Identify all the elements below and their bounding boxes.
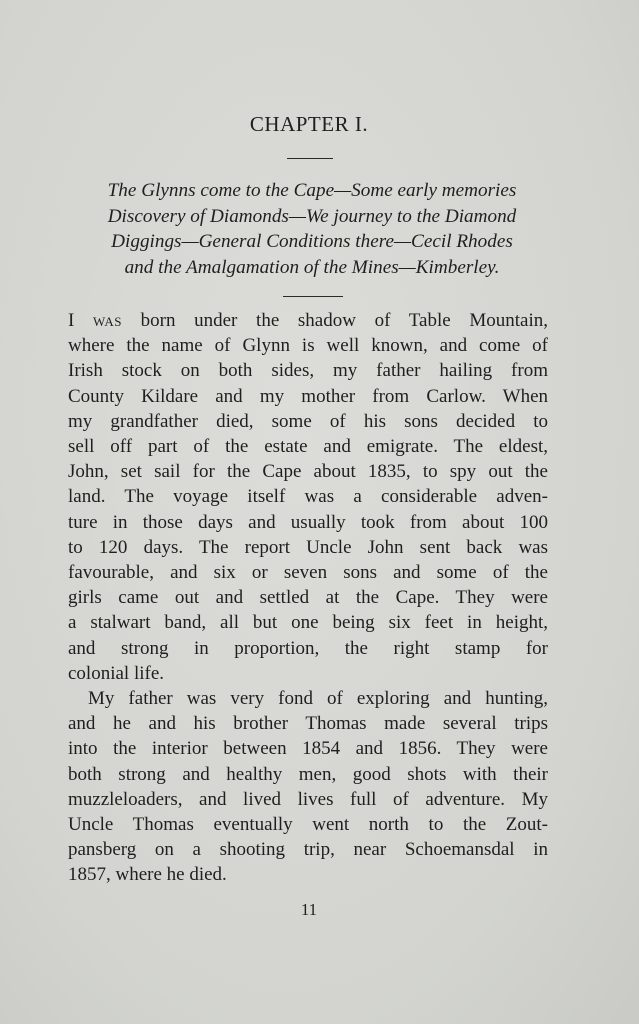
text-line-first: [68, 308, 548, 333]
first-line-rest: born under the shadow of Table Mountain,: [121, 310, 549, 331]
text-line: Irish stock on both sides, my father hailing from: [68, 360, 548, 382]
drop-word-prefix: I: [68, 310, 93, 331]
body-text: [68, 308, 548, 888]
divider-rule-bottom: [283, 296, 343, 297]
text-line: sell off part of the estate and emigrate. The eldest,: [68, 436, 548, 458]
divider-rule-top: [287, 158, 333, 159]
text-line: my grandfather died, some of his sons decided to: [68, 410, 548, 432]
text-line: 1857, where he died.: [68, 864, 227, 886]
smallcaps-word: was: [93, 310, 122, 331]
text-line: where the name of Glynn is well known, and come of: [68, 335, 548, 357]
text-line: land. The voyage itself was a considerable adven-: [68, 486, 548, 508]
text-line: and he and his brother Thomas made several trips: [68, 713, 548, 735]
text-line: girls came out and settled at the Cape. They were: [68, 587, 548, 609]
summary-line: Diggings—General Conditions there—Cecil Rhodes: [111, 231, 513, 252]
text-line: and strong in proportion, the right stamp for: [68, 637, 548, 659]
text-line: ture in those days and usually took from about 100: [68, 511, 548, 533]
chapter-title: CHAPTER I.: [249, 112, 369, 136]
text-line: muzzleloaders, and lived lives full of adventure. My: [68, 788, 548, 810]
summary-line: The Glynns come to the Cape—Some early memories: [107, 180, 517, 201]
text-line: both strong and healthy men, good shots with their: [68, 763, 548, 785]
summary-line: Discovery of Diamonds—We journey to the Diamond: [107, 205, 517, 227]
text-line: favourable, and six or seven sons and some of the: [68, 562, 548, 584]
chapter-summary: [68, 178, 556, 280]
summary-line: and the Amalgamation of the Mines—Kimberley.: [124, 256, 500, 278]
text-line-indented: My father was very fond of exploring and hunting,: [88, 688, 548, 710]
text-line: colonial life.: [68, 662, 165, 684]
text-line: pansberg on a shooting trip, near Schoemansdal in: [68, 839, 548, 861]
text-line: Uncle Thomas eventually went north to the Zout-: [68, 814, 548, 836]
text-line: to 120 days. The report Uncle John sent back was: [68, 536, 548, 558]
text-line: John, set sail for the Cape about 1835, to spy out the: [68, 461, 548, 483]
text-line: a stalwart band, all but one being six feet in height,: [68, 612, 548, 634]
page-number: 11: [300, 900, 318, 919]
text-line: into the interior between 1854 and 1856. They were: [68, 738, 548, 760]
text-line: County Kildare and my mother from Carlow. When: [68, 385, 548, 407]
